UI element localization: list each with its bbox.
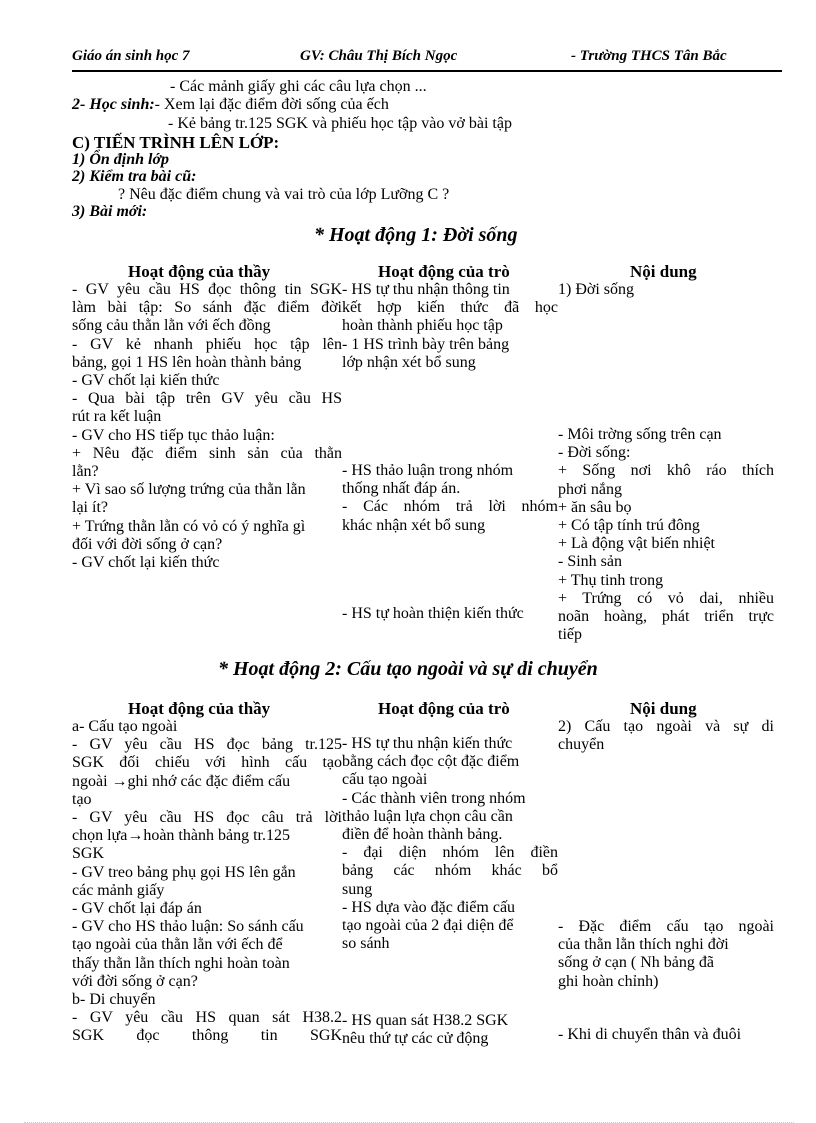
a1-student-line: hoàn thành phiếu học tập — [342, 317, 503, 335]
a1-header-student: Hoạt động của trò — [378, 262, 510, 281]
a2-student-line: - HS tự thu nhận kiến thức — [342, 735, 513, 752]
a1-content-line: phơi nắng — [558, 480, 623, 498]
section-c-heading: C) TIẾN TRÌNH LÊN LỚP: — [72, 133, 280, 152]
a1-student-line: - HS thảo luận trong nhóm — [342, 462, 514, 479]
a1-teacher-line: - GV yêu cầu HS đọc thông tin SGK — [72, 281, 342, 298]
a2-teacher-line: a- Cấu tạo ngoài — [72, 718, 178, 735]
a1-content-line: + ăn sâu bọ — [558, 498, 632, 516]
student-label: 2- Học sinh: — [72, 96, 155, 113]
a1-student-line: - HS tự thu nhận thông tin — [342, 281, 510, 298]
a2-teacher-line: SGK đối chiếu với hình cấu tạo — [72, 754, 342, 772]
a2-content-column-c — [558, 1026, 774, 1044]
header-divider — [72, 70, 782, 72]
a1-student-line: lớp nhận xét bổ sung — [342, 353, 476, 371]
activity-2-title: * Hoạt động 2: Cấu tạo ngoài và sự di chuyển — [218, 658, 598, 680]
a2-teacher-line: - GV treo bảng phụ gọi HS lên gắn — [72, 863, 296, 881]
a1-student-column-c — [342, 605, 558, 623]
a1-teacher-line: rút ra kết luận — [72, 408, 162, 426]
a2-teacher-line: tạo — [72, 790, 92, 808]
a2-content-line: ghi hoàn chỉnh) — [558, 972, 659, 990]
a2-teacher-line: - GV yêu cầu HS đọc bảng tr.125 — [72, 736, 342, 754]
a1-header-teacher: Hoạt động của thầy — [128, 262, 271, 281]
a1-teacher-line: - Qua bài tập trên GV yêu cầu HS — [72, 390, 342, 408]
a2-teacher-line: - GV yêu cầu HS đọc câu trả lời — [72, 809, 342, 827]
activity-1-title: * Hoạt động 1: Đời sống — [314, 224, 518, 246]
a1-content-column-a — [558, 281, 774, 299]
a2-content-line: sống ở cạn ( Nh bảng đã — [558, 954, 714, 972]
student-prep-line2: - Kẻ bảng tr.125 SGK và phiếu học tập vào vở bài tập — [168, 115, 512, 132]
a2-teacher-line: tạo ngoài của thằn lằn với ếch để — [72, 936, 283, 954]
a2-student-line: - HS dựa vào đặc điểm cấu — [342, 898, 516, 916]
a2-teacher-line: - GV cho HS thảo luận: So sánh cấu — [72, 918, 304, 936]
a1-teacher-line: bảng, gọi 1 HS lên hoàn thành bảng — [72, 353, 302, 371]
a1-content-heading: 1) Đời sống — [558, 281, 635, 298]
a1-student-line: - Các nhóm trả lời nhóm — [342, 498, 558, 516]
a1-content-line: - Sinh sản — [558, 553, 622, 571]
a1-content-line: + Là động vật biến nhiệt — [558, 535, 715, 553]
a1-student-line: - HS tự hoàn thiện kiến thức — [342, 605, 524, 622]
a2-content-line: - Khi di chuyển thân và đuôi — [558, 1026, 742, 1043]
a2-student-line: cấu tạo ngoài — [342, 771, 428, 789]
a2-student-line: bảng các nhóm khác bổ — [342, 862, 558, 880]
student-prep-line1: - Xem lại đặc điểm đời sống của ếch — [154, 96, 389, 113]
a1-content-column-b — [558, 426, 774, 644]
a1-teacher-column — [72, 281, 342, 572]
a2-header-content: Nội dung — [630, 699, 697, 718]
a2-content-line: - Đặc điểm cấu tạo ngoài — [558, 918, 774, 935]
a2-content-column-a — [558, 718, 774, 754]
a2-student-line: - HS quan sát H38.2 SGK — [342, 1012, 509, 1029]
a2-student-line: so sánh — [342, 935, 390, 953]
a2-content-line: của thằn lằn thích nghi đời — [558, 936, 729, 954]
a2-header-teacher: Hoạt động của thầy — [128, 699, 271, 718]
review-question: ? Nêu đặc điểm chung và vai trò của lớp Lưỡng C ? — [118, 186, 450, 203]
a1-student-line: thống nhất đáp án. — [342, 480, 461, 498]
a2-student-line: sung — [342, 880, 373, 898]
a1-content-line: - Đời sống: — [558, 444, 631, 462]
a1-student-line: khác nhận xét bổ sung — [342, 516, 486, 534]
a1-teacher-line: - GV chốt lại kiến thức — [72, 372, 220, 390]
a2-student-column-b — [342, 1012, 558, 1048]
a1-student-column-b — [342, 462, 558, 535]
a1-teacher-line: đối với đời sống ở cạn? — [72, 535, 223, 553]
step-1: 1) Ổn định lớp — [72, 151, 170, 168]
a2-content-column-b — [558, 918, 774, 991]
a2-content-heading: chuyển — [558, 736, 605, 754]
a2-teacher-line: - GV yêu cầu HS quan sát H38.2 — [72, 1009, 342, 1027]
a2-student-line: bằng cách đọc cột đặc điểm — [342, 753, 520, 771]
header-teacher: GV: Châu Thị Bích Ngọc — [300, 48, 458, 64]
a1-teacher-line: - GV chốt lại kiến thức — [72, 554, 220, 572]
a1-teacher-line: + Vì sao số lượng trứng của thằn lằn — [72, 481, 306, 499]
a2-teacher-line: - GV chốt lại đáp án — [72, 900, 202, 918]
header-school: - Trường THCS Tân Bắc — [571, 48, 727, 64]
a1-teacher-line: làm bài tập: So sánh đặc điểm đời — [72, 299, 342, 317]
a2-teacher-line: SGK — [72, 845, 105, 863]
material-line: - Các mảnh giấy ghi các câu lựa chọn ... — [170, 78, 427, 95]
a1-content-line: + Thụ tinh trong — [558, 571, 664, 589]
a1-teacher-line: - GV kẻ nhanh phiếu học tập lên — [72, 335, 342, 353]
a2-teacher-line: thấy thằn lằn thích nghi hoàn toàn — [72, 954, 290, 972]
a2-student-line: thảo luận lựa chọn câu cần — [342, 807, 513, 825]
a1-header-content: Nội dung — [630, 262, 697, 281]
a1-student-line: - 1 HS trình bày trên bảng — [342, 335, 510, 353]
a1-student-line: kết hợp kiến thức đã học — [342, 299, 558, 317]
a1-student-column-a — [342, 281, 558, 372]
a2-teacher-line: với đời sống ở cạn? — [72, 972, 198, 990]
a2-student-line: tạo ngoài của 2 đại diện để — [342, 917, 514, 935]
a2-teacher-line: ngoài →ghi nhớ các đặc điểm cấu — [72, 772, 291, 790]
a1-teacher-line: - GV cho HS tiếp tục thảo luận: — [72, 426, 275, 444]
header-subject: Giáo án sinh học 7 — [72, 48, 190, 64]
a2-content-heading: 2) Cấu tạo ngoài và sự di — [558, 718, 774, 735]
a1-content-line: + Sống nơi khô ráo thích — [558, 462, 774, 480]
a1-content-line: + Có tập tính trú đông — [558, 517, 700, 535]
a2-student-column-a — [342, 735, 558, 953]
a1-teacher-line: + Nêu đặc điểm sinh sản của thằn — [72, 444, 342, 462]
a2-teacher-line: chọn lựa→hoàn thành bảng tr.125 — [72, 827, 290, 845]
a2-teacher-line: SGK đọc thông tin SGK — [72, 1027, 342, 1045]
a2-header-student: Hoạt động của trò — [378, 699, 510, 718]
a2-teacher-column — [72, 718, 342, 1046]
a1-teacher-line: lại ít? — [72, 499, 108, 517]
a2-student-line: nêu thứ tự các cử động — [342, 1030, 489, 1048]
a1-teacher-line: + Trứng thằn lằn có vỏ có ý nghĩa gì — [72, 517, 306, 535]
a1-content-line: - Môi trờng sống trên cạn — [558, 426, 722, 443]
a2-student-line: - đại diện nhóm lên điền — [342, 844, 558, 862]
step-2: 2) Kiểm tra bài cũ: — [72, 168, 197, 185]
student-prep — [72, 96, 389, 114]
a1-teacher-line: sống cảu thằn lằn với ếch đồng — [72, 317, 271, 335]
a1-content-line: tiếp — [558, 626, 582, 644]
a2-teacher-line: các mảnh giấy — [72, 881, 165, 899]
a2-student-line: điền để hoàn thành bảng. — [342, 826, 503, 844]
a2-student-line: - Các thành viên trong nhóm — [342, 789, 526, 807]
a1-content-line: + Trứng có vỏ dai, nhiều — [558, 589, 774, 607]
a1-teacher-line: lằn? — [72, 463, 99, 481]
a1-content-line: noãn hoàng, phát triển trực — [558, 608, 774, 626]
a2-teacher-line: b- Di chuyển — [72, 991, 156, 1009]
step-3: 3) Bài mới: — [72, 203, 148, 220]
